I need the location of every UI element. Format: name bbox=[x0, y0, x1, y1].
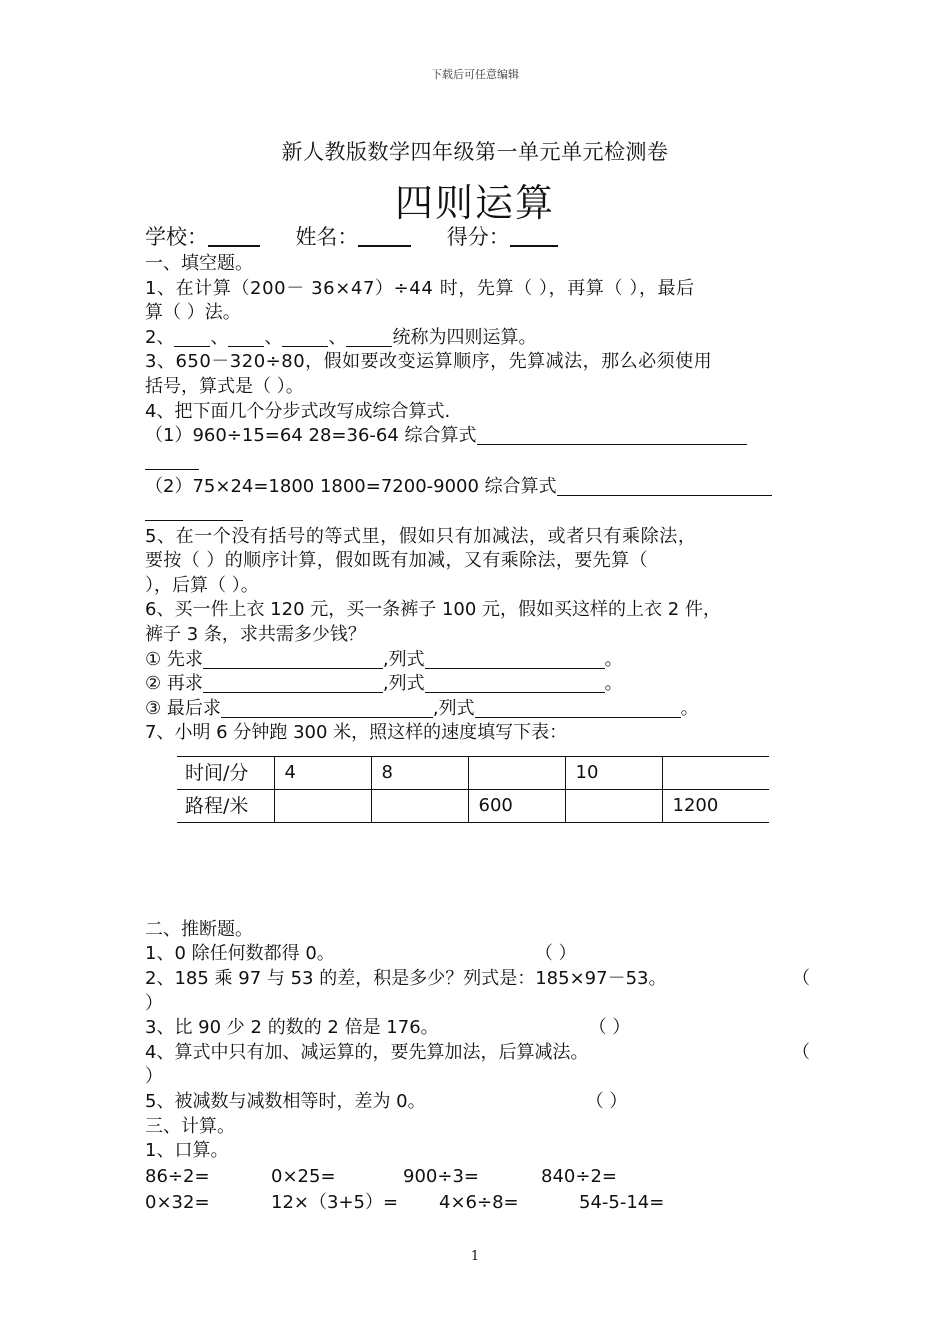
q6-step3-formula-label: ,列式 bbox=[432, 697, 475, 719]
info-line bbox=[145, 222, 810, 252]
q4-1-blank-cont bbox=[145, 449, 810, 474]
time-cell-3[interactable] bbox=[468, 756, 565, 789]
q3-line-a: 3、650－320÷80，假如要改变运算顺序，先算减法，那么必须使用 bbox=[145, 351, 713, 373]
distance-cell-4[interactable] bbox=[565, 789, 662, 822]
s2-q5-text: 5、被减数与减数相等时，差为 0。 bbox=[145, 1091, 426, 1113]
q7-line: 7、小明 6 分钟跑 300 米，照这样的速度填写下表： bbox=[145, 722, 568, 744]
distance-cell-5[interactable]: 1200 bbox=[662, 789, 769, 822]
score-label: 得分： bbox=[446, 225, 510, 249]
calc-item: 900÷3= bbox=[403, 1165, 479, 1187]
speed-table bbox=[177, 756, 769, 823]
calc-item: 54-5-14= bbox=[579, 1191, 665, 1213]
q2-blank-3[interactable] bbox=[282, 328, 328, 347]
q4-1-text: （1）960÷15=64 28=36-64 综合算式 bbox=[145, 425, 477, 447]
q6-step1 bbox=[145, 648, 810, 673]
q2-sep-1: 、 bbox=[210, 326, 229, 348]
q6-step3 bbox=[145, 697, 810, 722]
q6-step2-blank[interactable] bbox=[203, 674, 383, 693]
worksheet-title: 四则运算 bbox=[394, 181, 555, 225]
q6-step1-label: ① 先求 bbox=[145, 648, 203, 670]
q6-step1-formula-label: ,列式 bbox=[382, 648, 425, 670]
s3-sub1: 1、口算。 bbox=[145, 1140, 229, 1162]
q4-2-line bbox=[145, 475, 810, 500]
name-label: 姓名： bbox=[295, 225, 359, 249]
s2-q1-line bbox=[145, 942, 810, 967]
q2-end: 统称为四则运算。 bbox=[392, 326, 537, 348]
time-cell-1[interactable]: 4 bbox=[274, 756, 371, 789]
s2-q2-answer-open[interactable]: （ bbox=[792, 968, 810, 990]
oral-calc-row-2 bbox=[145, 1190, 810, 1216]
q4-2-blank-wrap[interactable] bbox=[145, 502, 243, 521]
section2-heading: 二、推断题。 bbox=[145, 918, 253, 940]
q2-sep-2: 、 bbox=[264, 326, 283, 348]
q4-2-blank-cont bbox=[145, 500, 810, 525]
time-cell-4[interactable]: 10 bbox=[565, 756, 662, 789]
q2-line bbox=[145, 326, 810, 351]
section1-heading: 一、填空题。 bbox=[145, 253, 253, 274]
calc-item: 0×32= bbox=[145, 1191, 210, 1213]
q6-line-a: 6、买一件上衣 120 元，买一条裤子 100 元，假如买这样的上衣 2 件， bbox=[145, 599, 721, 621]
q6-step3-formula-blank[interactable] bbox=[475, 699, 681, 718]
table-row-time bbox=[177, 756, 769, 789]
s2-q2-text: 2、185 乘 97 与 53 的差，积是多少？列式是：185×97－53。 bbox=[145, 968, 667, 990]
s2-q4-close: ） bbox=[145, 1066, 163, 1088]
q6-step2 bbox=[145, 672, 810, 697]
s2-q1-answer[interactable]: （ ） bbox=[534, 943, 577, 965]
q6-step1-blank[interactable] bbox=[203, 650, 383, 669]
s2-q1-text: 1、0 除任何数都得 0。 bbox=[145, 943, 335, 965]
school-blank[interactable] bbox=[208, 225, 260, 247]
q2-blank-1[interactable] bbox=[174, 328, 210, 347]
school-label: 学校： bbox=[145, 225, 208, 249]
s2-q3-line bbox=[145, 1016, 810, 1041]
distance-cell-1[interactable] bbox=[274, 789, 371, 822]
score-blank[interactable] bbox=[510, 225, 558, 247]
calc-item: 840÷2= bbox=[541, 1165, 617, 1187]
s2-q5-answer[interactable]: （ ） bbox=[585, 1091, 628, 1113]
q4-1-line bbox=[145, 424, 810, 449]
s2-q2-line bbox=[145, 967, 810, 992]
name-blank[interactable] bbox=[358, 225, 411, 247]
table-row-distance bbox=[177, 789, 769, 822]
calc-item: 86÷2= bbox=[145, 1165, 210, 1187]
q2-blank-4[interactable] bbox=[346, 328, 392, 347]
q2-blank-2[interactable] bbox=[228, 328, 264, 347]
q4-2-text: （2）75×24=1800 1800=7200-9000 综合算式 bbox=[145, 476, 557, 498]
q6-step3-period: 。 bbox=[680, 697, 699, 719]
calc-item: 4×6÷8= bbox=[439, 1191, 519, 1213]
q6-step2-formula-label: ,列式 bbox=[382, 673, 425, 695]
q6-step2-label: ② 再求 bbox=[145, 673, 203, 695]
worksheet-content bbox=[145, 222, 810, 1216]
s2-q4-text: 4、算式中只有加、减运算的，要先算加法，后算减法。 bbox=[145, 1041, 589, 1063]
q5-line-c: ），后算（ ）。 bbox=[145, 574, 259, 596]
s2-q3-text: 3、比 90 少 2 的数的 2 倍是 176。 bbox=[145, 1017, 439, 1039]
worksheet-subtitle: 新人教版数学四年级第一单元单元检测卷 bbox=[281, 140, 669, 164]
q6-step1-period: 。 bbox=[604, 648, 623, 670]
q5-line-b: 要按（ ）的顺序计算，假如既有加减，又有乘除法，要先算（ bbox=[145, 550, 648, 572]
q5-line-a: 5、在一个没有括号的等式里，假如只有加减法，或者只有乘除法， bbox=[145, 525, 697, 547]
q2-sep-3: 、 bbox=[328, 326, 347, 348]
q1-line-a: 1、在计算（200－ 36×47）÷44 时，先算（ ），再算（ ），最后 bbox=[145, 277, 695, 299]
q6-step2-period: 。 bbox=[604, 673, 623, 695]
q4-line: 4、把下面几个分步式改写成综合算式. bbox=[145, 400, 451, 422]
distance-header-cell: 路程/米 bbox=[177, 789, 274, 822]
s2-q3-answer[interactable]: （ ） bbox=[588, 1017, 631, 1039]
q4-2-blank[interactable] bbox=[557, 477, 772, 496]
q6-step1-formula-blank[interactable] bbox=[425, 650, 605, 669]
q4-1-blank[interactable] bbox=[477, 426, 747, 445]
page-number: 1 bbox=[470, 1249, 480, 1264]
s2-q2-close: ） bbox=[145, 992, 163, 1014]
oral-calc-row-1 bbox=[145, 1164, 810, 1190]
q6-step2-formula-blank[interactable] bbox=[425, 674, 605, 693]
time-cell-2[interactable]: 8 bbox=[371, 756, 468, 789]
calc-item: 12×（3+5）= bbox=[271, 1191, 399, 1213]
s2-q4-answer-open[interactable]: （ bbox=[792, 1041, 810, 1063]
s2-q4-line bbox=[145, 1041, 810, 1066]
time-cell-5[interactable] bbox=[662, 756, 769, 789]
s2-q5-line bbox=[145, 1090, 810, 1115]
q4-1-blank-wrap[interactable] bbox=[145, 451, 199, 470]
q6-step3-label: ③ 最后求 bbox=[145, 697, 221, 719]
q1-line-b: 算（ ）法。 bbox=[145, 302, 241, 324]
q3-line-b: 括号，算式是（ ）。 bbox=[145, 375, 304, 397]
header-note: 下载后可任意编辑 bbox=[431, 68, 519, 81]
calc-item: 0×25= bbox=[271, 1165, 336, 1187]
time-header-cell: 时间/分 bbox=[177, 756, 274, 789]
section3-heading: 三、计算。 bbox=[145, 1115, 235, 1137]
q6-step3-blank[interactable] bbox=[221, 699, 433, 718]
distance-cell-2[interactable] bbox=[371, 789, 468, 822]
distance-cell-3[interactable]: 600 bbox=[468, 789, 565, 822]
q6-line-b: 裤子 3 条，求共需多少钱？ bbox=[145, 623, 366, 645]
q2-number: 2、 bbox=[145, 326, 175, 348]
